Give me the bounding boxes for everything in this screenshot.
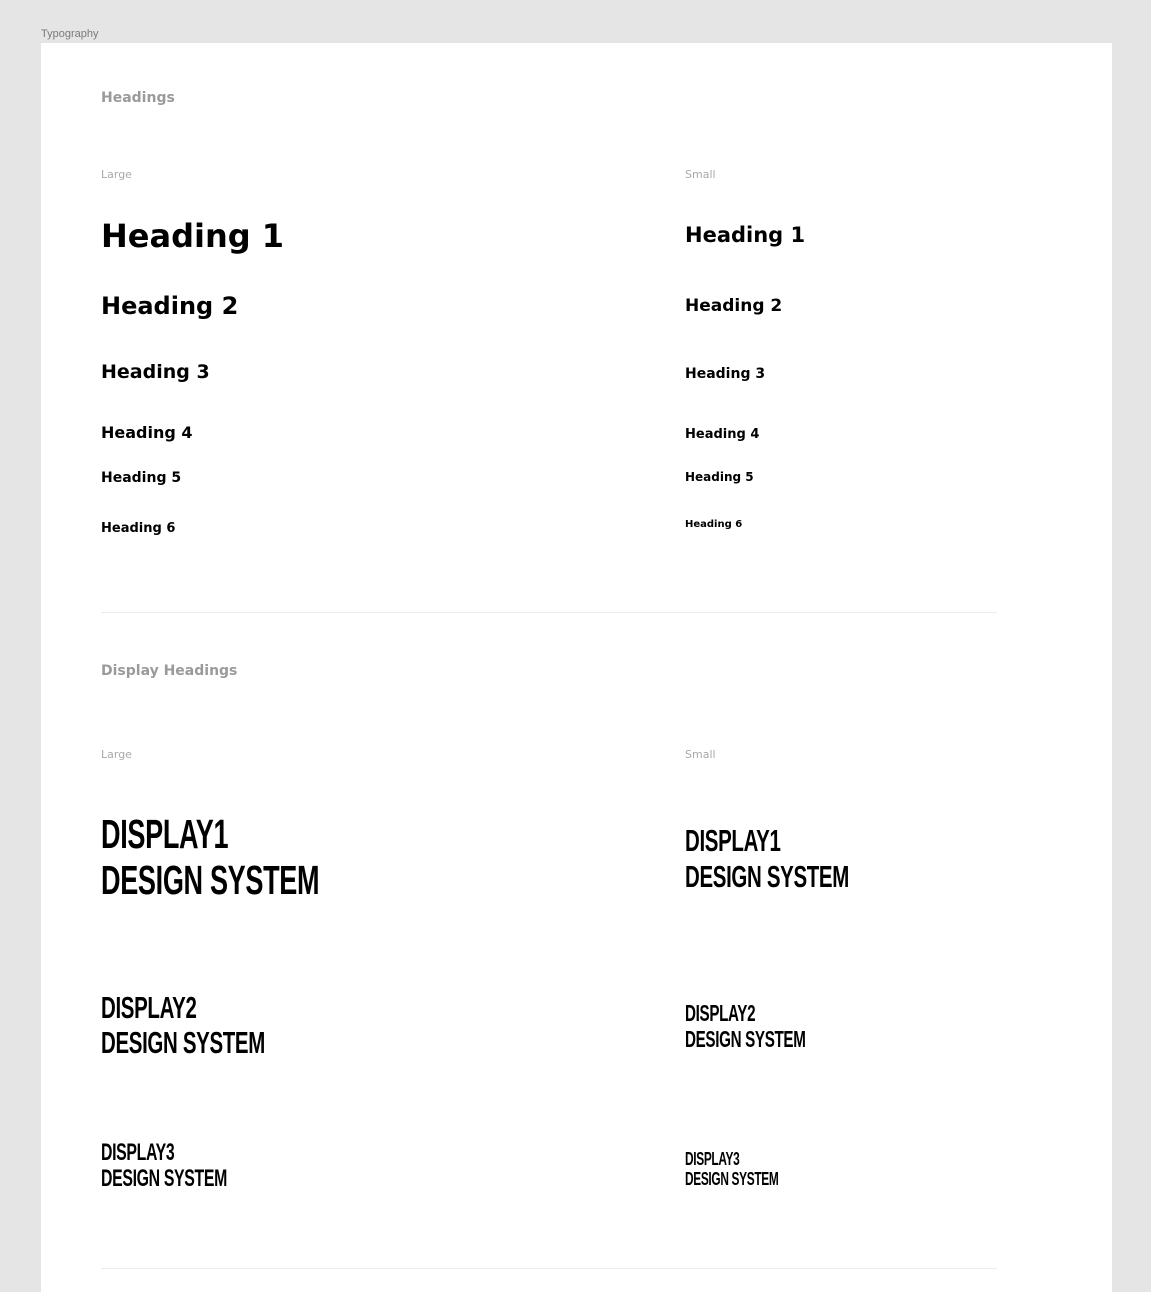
heading-3-large: Heading 3 [101,361,210,383]
headings-small-label: Small [685,168,716,181]
display-1-large-line2: DESIGN SYSTEM [101,857,320,903]
display-2-large-line1: DISPLAY2 [101,990,197,1025]
heading-6-large: Heading 6 [101,521,176,536]
display-1-small [685,823,849,895]
display-large-label: Large [101,748,132,761]
heading-2-large: Heading 2 [101,292,239,320]
display-3-small-line2: DESIGN SYSTEM [685,1169,779,1189]
heading-1-small: Heading 1 [685,223,806,247]
display-small-label: Small [685,748,716,761]
display-2-large [101,990,265,1060]
display-3-large-line1: DISPLAY3 [101,1139,175,1166]
display-3-small-line1: DISPLAY3 [685,1149,740,1169]
heading-2-small: Heading 2 [685,296,783,316]
headings-large-label: Large [101,168,132,181]
display-3-large [101,1140,227,1192]
headings-section-title: Headings [101,90,175,106]
display-2-small-line2: DESIGN SYSTEM [685,1026,806,1052]
section-divider-bottom [101,1268,997,1269]
display-1-small-line1: DISPLAY1 [685,823,781,858]
heading-5-small: Heading 5 [685,470,754,484]
heading-3-small: Heading 3 [685,366,766,382]
display-1-large-line1: DISPLAY1 [101,811,229,857]
heading-4-large: Heading 4 [101,423,193,442]
display-3-small [685,1149,778,1189]
display-3-large-line2: DESIGN SYSTEM [101,1165,227,1192]
display-2-small-line1: DISPLAY2 [685,1000,756,1026]
frame-label: Typography [41,28,99,40]
display-1-large [101,811,319,903]
heading-1-large: Heading 1 [101,217,285,255]
heading-4-small: Heading 4 [685,427,760,442]
heading-6-small: Heading 6 [685,519,743,530]
typography-frame [41,43,1112,1292]
display-section-title: Display Headings [101,663,238,679]
display-1-small-line2: DESIGN SYSTEM [685,859,849,894]
display-2-large-line2: DESIGN SYSTEM [101,1025,265,1060]
heading-5-large: Heading 5 [101,470,182,486]
display-2-small [685,1000,806,1052]
section-divider [101,612,997,613]
